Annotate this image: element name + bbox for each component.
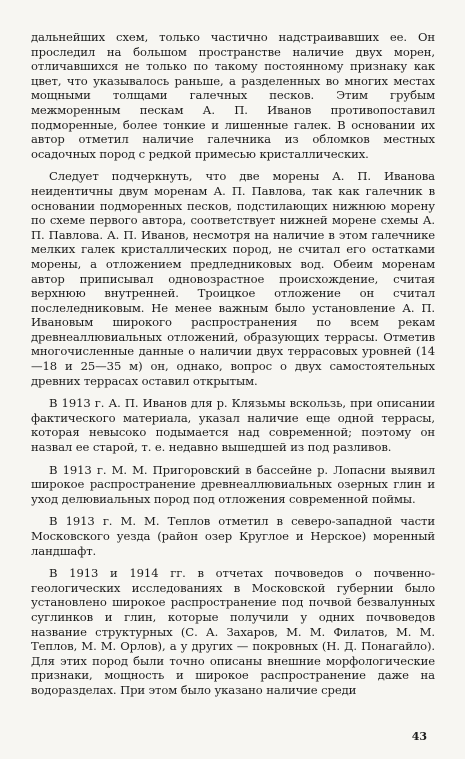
- paragraph-5: В 1913 г. М. М. Теплов отметил в северо-западной части Московского уезда (район озер Круглое и Нерское) моренный ландшафт.: [31, 514, 435, 558]
- paragraph-1: дальнейших схем, только частично надстраивавших ее. Он проследил на большом пространстве наличие двух морен, отличавшихся не только по такому постоянному признаку как цвет, что указывалось раньше, а разделенных во многих местах мощными толщами галечных песков. Этим грубым межморенным пескам А. П. Иванов противопоставил подморенные, более тонкие и лишенные галек. В основании их автор отметил наличие галечника из обломков местных осадочных пород с редкой примесью кристаллических.: [31, 30, 435, 161]
- paragraph-3: В 1913 г. А. П. Иванов для р. Клязьмы вскользь, при описании фактического материала, указал наличие еще одной террасы, которая невысоко подымается над современной; поэтому он назвал ее старой, т. е. недавно вышедшей из под разливов.: [31, 396, 435, 455]
- paragraph-6: В 1913 и 1914 гг. в отчетах почвоведов о почвенно-геологических исследованиях в Московской губернии было установлено широкое распространение под почвой безвалунных суглинков и глин, которые получили у одних почвоведов название структурных (С. А. Захаров, М. М. Филатов, М. М. Теплов, М. М. Орлов), а у других — покровных (Н. Д. Понагайло). Для этих пород были точно описаны внешние морфологические признаки, мощность и широкое распространение даже на водоразделах. При этом было указано наличие среди: [31, 566, 435, 697]
- page-number: 43: [411, 730, 427, 743]
- paragraph-2: Следует подчеркнуть, что две морены А. П. Иванова неидентичны двум моренам А. П. Павлова, так как галечник в основании подморенных песков, подстилающих нижнюю морену по схеме первого автора, соответствует нижней морене схемы А. П. Павлова. А. П. Иванов, несмотря на наличие в этом галечнике мелких галек кристаллических пород, не считал его остатками морены, а отложением предледниковых вод. Обеим моренам автор приписывал одновозрастное происхождение, считая верхнюю внутренней. Троицкое отложение он считал послеледниковым. Не менее важным было установление А. П. Ивановым широкого распространения по всем рекам древнеаллювиальных отложений, образующих террасы. Отметив многочисленные данные о наличии двух террасовых уровней (14—18 и 25—35 м) он, однако, вопрос о двух самостоятельных древних террасах оставил открытым.: [31, 169, 435, 388]
- paragraph-4: В 1913 г. М. М. Пригоровский в бассейне р. Лопасни выявил широкое распространение древнеаллювиальных озерных глин и уход делювиальных пород под отложения современной поймы.: [31, 462, 435, 506]
